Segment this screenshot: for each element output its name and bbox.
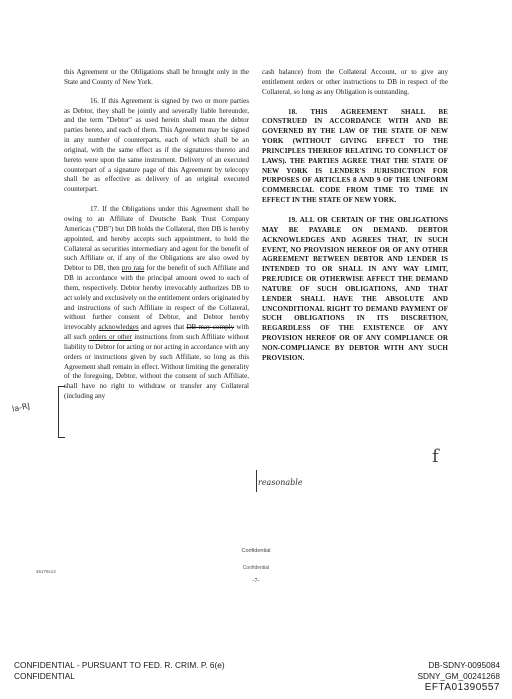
handwritten-annotation: reasonable: [258, 478, 303, 487]
p17-acknowledges: acknowledges: [98, 323, 139, 332]
bates-number-efta: EFTA01390557: [424, 682, 500, 693]
page-number: -7-: [252, 578, 260, 584]
left-column: [64, 68, 249, 402]
p17-struck-text: DB may comply: [186, 323, 235, 332]
p17-orders-edit: orders or other: [88, 333, 132, 342]
paragraph-19: 19. ALL OR CERTAIN OF THE OBLIGATIONS MAY BE PAYABLE ON DEMAND. DEBTOR ACKNOWLEDGES AND AGREES THAT, IN SUCH EVENT, NO PROVISION HEREOF OR OF ANY OTHER AGREEMENT BETWEEN DEBTOR AND LENDER IS INTENDED TO OR SHALL IN ANY WAY LIMIT, PREJUDICE OR OTHERWISE AFFECT THE DEMAND NATURE OF SUCH OBLIGATIONS, AND THAT LENDER SHALL HAVE THE ABSOLUTE AND UNCONDITIONAL RIGHT TO DEMAND PAYMENT OF SUCH OBLIGATIONS IN ITS DISCRETION, REGARDLESS OF THE EXISTENCE OF ANY PROVISION HEREOF OR OF ANY COMPLIANCE OR NON-COMPLIANCE BY DEBTOR WITH ANY SUCH PROVISION.: [262, 215, 448, 362]
p17-text-c: and agrees that: [140, 323, 185, 332]
right-intro-paragraph: cash balance) from the Collateral Account, or to give any entitlement orders or other instructions to DB in respect of the Collateral, so long as any Obligation is outstanding.: [262, 68, 448, 96]
right-column: [262, 68, 448, 364]
bates-left: [14, 660, 225, 682]
bates-right: [417, 660, 500, 693]
paragraph-18: 18. THIS AGREEMENT SHALL BE CONSTRUED IN ACCORDANCE WITH AND BE GOVERNED BY THE LAW OF THE STATE OF NEW YORK (WITHOUT GIVING EFFECT TO THE PRINCIPLES THEREOF RELATING TO CONFLICT OF LAWS). THE PARTIES AGREE THAT THE STATE OF NEW YORK IS LENDER'S JURISDICTION FOR PURPOSES OF ARTICLES 8 AND 9 OF THE UNIFORM COMMERCIAL CODE FROM TIME TO TIME IN EFFECT IN THE STATE OF NEW YORK.: [262, 107, 448, 205]
paragraph-16: 16. If this Agreement is signed by two or more parties as Debtor, they shall be jointly and severally liable hereunder, and the term "Debtor" as used herein shall mean the debtor parties hereto, and each of them. This Agreement may be signed in any number of counterparts, each of which shall be an original, with the same effect as if the signatures thereto and hereto were upon the same instrument. Delivery of an executed counterpart of a signature page of this Agreement by telecopy shall be as effective as delivery of an original executed counterpart.: [64, 96, 249, 194]
bates-number-db: DB-SDNY-0095084: [428, 660, 500, 670]
p17-pro-rata: pro rata: [121, 264, 145, 273]
left-intro-paragraph: this Agreement or the Obligations shall be brought only in the State and County of New York.: [64, 68, 249, 86]
confidential-label: CONFIDENTIAL: [14, 671, 75, 681]
paragraph-17: [64, 205, 249, 402]
confidential-small: Confidential: [242, 565, 270, 571]
p17-text-d: with all such: [64, 323, 249, 342]
confidentiality-legend: CONFIDENTIAL - PURSUANT TO FED. R. CRIM. P. 6(e): [14, 660, 225, 670]
p17-text-e: instructions from such Affiliate without liability to Debtor for acting or not acting in accordance with any orders or instructions given by such Affiliate, so long as this Agreement shall remain in effect. Without limiting the generality of the foregoing, Debtor, without the consent of such Affiliate, shall have no right to withdraw or transfer any Collateral (including any: [64, 333, 249, 401]
p17-text-a: 17. If the Obligations under this Agreement shall be owing to an Affiliate of Deutsche Bank Trust Company Americas ("DB") but DB holds the Collateral, then DB is hereby appointed, and hereby accepts such appointment, to hold the Collateral as securities intermediary and agent for the benefit of such Affiliate or, if any of the Obligations are also owed by Debtor to DB, then: [64, 205, 249, 273]
initial-mark: f: [432, 446, 439, 467]
document-code: 46178v13: [36, 569, 56, 574]
p17-text-b: for the benefit of such Affiliate and DB in accordance with the principal amount owed to each of them, respectively. Debtor hereby irrevocably authorizes DB to act solely and exclusively on the entitlement orders originated by and instructions of such Affiliate in respect of the Collateral, without further consent of Debtor, and Debtor hereby irrevocably: [64, 264, 249, 332]
bates-number-sdny: SDNY_GM_00241268: [417, 671, 500, 681]
margin-handwritten-note: la-RJ: [11, 401, 31, 414]
margin-bracket: [58, 386, 65, 438]
confidential-stamp: Confidential: [241, 548, 271, 554]
